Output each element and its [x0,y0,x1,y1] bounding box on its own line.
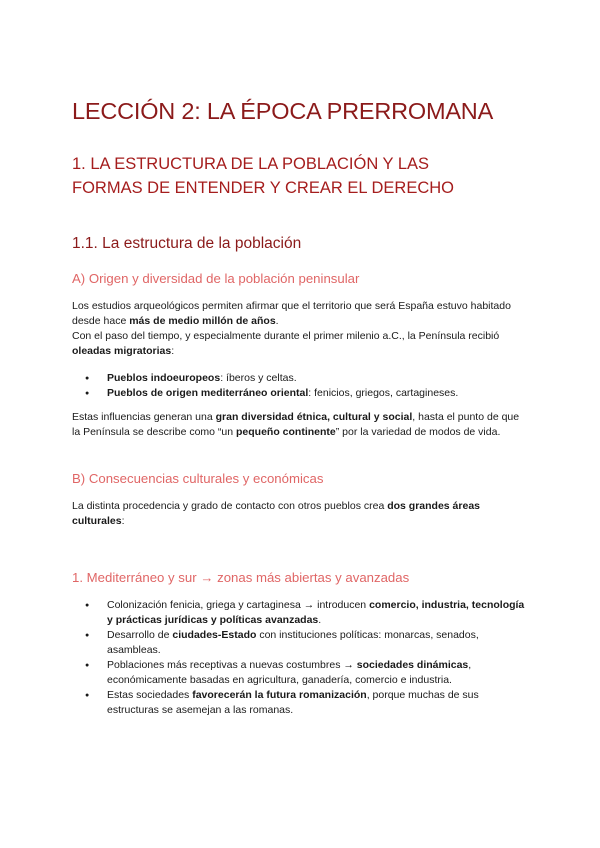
text-run: : [171,345,175,357]
text-run: : [121,515,125,527]
text-run: . [318,614,322,626]
bold-run: sociedades dinámicas [356,659,469,671]
text-run: . [275,315,279,327]
text-run: Poblaciones más receptivas a nuevas costumbres → [107,659,357,671]
area-1-heading: 1. Mediterráneo y sur → zonas más abiertas y avanzadas [72,570,410,585]
section-1-heading [72,152,542,200]
bold-run: Pueblos de origen mediterráneo oriental [107,387,309,399]
subsection-1-1-heading: 1.1. La estructura de la población [72,235,302,252]
text-run: La distinta procedencia y grado de contacto con otros pueblos crea [72,500,388,512]
text-run: Con el paso del tiempo, y especialmente durante el primer milenio a.C., la Península recibió [72,330,500,342]
text-run: Colonización fenicia, griega y cartaginesa → introducen [107,599,370,611]
bold-run: gran diversidad étnica, cultural y social [215,411,413,423]
list-item [72,386,532,401]
list-item [72,658,532,688]
migration-list [72,371,532,401]
part-a-paragraph-1 [72,299,528,359]
text-run: Estas influencias generan una [72,411,216,423]
bold-run: favorecerán la futura romanización [192,689,367,701]
section-1-heading-line-2: FORMAS DE ENTENDER Y CREAR EL DERECHO [72,179,455,197]
text-run: ” por la variedad de modos de vida. [335,426,501,438]
part-b-paragraph-1 [72,499,512,529]
text-run: Desarrollo de [107,629,173,641]
text-run: , económicamente basadas en agricultura, ganadería, comercio e industria. [107,659,472,686]
bold-run: comercio, industria, tecnología y prácticas jurídicas y políticas avanzadas [107,599,525,626]
part-a-heading: A) Origen y diversidad de la población peninsular [72,271,360,286]
section-1-heading-line-1: 1. LA ESTRUCTURA DE LA POBLACIÓN Y LAS [72,155,430,173]
bold-run: dos grandes áreas culturales [72,500,480,527]
text-run: Estas sociedades [107,689,193,701]
bold-run: ciudades-Estado [172,629,257,641]
area-1-list [72,598,532,718]
bold-run: pequeño continente [236,426,336,438]
part-a-paragraph-3 [72,410,528,440]
bold-run: más de medio millón de años [129,315,276,327]
text-run: : íberos y celtas. [220,372,297,384]
bold-run: oleadas migratorias [72,345,172,357]
text-run: , porque muchas de sus estructuras se asemejan a las romanas. [107,689,479,716]
list-item [72,371,532,386]
part-b-heading: B) Consecuencias culturales y económicas [72,471,324,486]
lesson-title: LECCIÓN 2: LA ÉPOCA PRERROMANA [72,98,494,124]
text-run: : fenicios, griegos, cartagineses. [308,387,459,399]
list-item [72,598,532,628]
text-run: Los estudios arqueológicos permiten afirmar que el territorio que será España estuvo habitado desde hace [72,300,511,327]
list-item [72,628,532,658]
list-item [72,688,532,718]
text-run: , hasta el punto de que la Península se describe como “un [72,411,520,438]
text-run: con instituciones políticas: monarcas, senados, asambleas. [107,629,479,656]
bold-run: Pueblos indoeuropeos [107,372,221,384]
